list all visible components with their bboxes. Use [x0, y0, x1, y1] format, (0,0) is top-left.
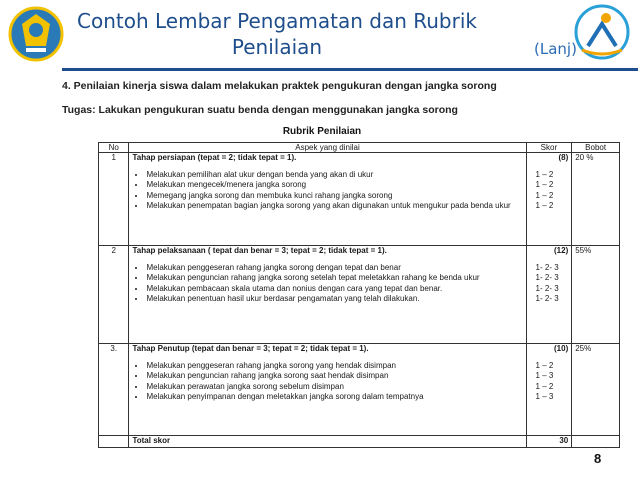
score-range: 1 – 2 — [535, 180, 554, 189]
criterion-item: • Melakukan penguncian rahang jangka sorong saat hendak disimpan — [146, 371, 522, 382]
scanned-document — [62, 78, 607, 448]
header-divider — [62, 68, 638, 71]
total-label: Total skor — [129, 436, 526, 448]
task-instruction: Tugas: Lakukan pengukuran suatu benda dengan menggunakan jangka sorong — [62, 104, 458, 116]
column-header-skor: Skor — [526, 143, 572, 153]
score-range: 1 – 2 — [535, 169, 554, 179]
table-row — [99, 153, 620, 246]
score-range: 1 – 2 — [535, 190, 554, 200]
row-number: 3. — [99, 344, 129, 436]
score-ranges — [530, 170, 569, 212]
aspect-cell — [129, 344, 526, 436]
stage-title: Tahap Penutup (tepat dan benar = 3; tepat = 2; tidak tepat = 1). — [132, 344, 369, 353]
weight-cell: 25% — [572, 344, 620, 436]
stage-max-score: (8) — [558, 153, 569, 162]
score-cell — [526, 344, 572, 436]
stage-title: Tahap pelaksanaan ( tepat dan benar = 3; tepat = 2; tidak tepat = 1). — [132, 246, 387, 255]
criterion-item: • Melakukan pembacaan skala utama dan nonius dengan cara yang tepat dan benar. — [146, 284, 522, 295]
criteria-list — [132, 361, 522, 403]
column-header-aspek: Aspek yang dinilai — [129, 143, 526, 153]
score-range: 1 – 3 — [535, 371, 554, 380]
weight-cell: 55% — [572, 246, 620, 344]
total-row — [99, 436, 620, 448]
rubric-table — [98, 142, 620, 448]
criterion-item: • Melakukan penggeseran rahang jangka sorong dengan tepat dan benar — [146, 263, 522, 274]
score-range: 1- 2- 3 — [535, 294, 559, 303]
score-range: 1 – 2 — [535, 360, 554, 370]
score-range: 1- 2- 3 — [535, 273, 559, 282]
criterion-item: • Melakukan penentuan hasil ukur berdasar pengamatan yang telah dilakukan. — [146, 294, 522, 305]
table-row — [99, 246, 620, 344]
stage-max-score: (10) — [554, 344, 569, 353]
column-header-bobot: Bobot — [572, 143, 620, 153]
page-title: Contoh Lembar Pengamatan dan Rubrik Penilaian — [77, 9, 477, 59]
score-cell — [526, 246, 572, 344]
score-range: 1- 2- 3 — [535, 283, 559, 293]
table-header-row — [99, 143, 620, 153]
tut-wuri-handayani-logo — [8, 6, 64, 62]
score-range: 1 – 3 — [535, 392, 554, 401]
continuation-label: (Lanj) — [534, 40, 577, 58]
page-number: 8 — [594, 451, 602, 466]
aspect-cell — [129, 246, 526, 344]
criterion-item: • Melakukan penggeseran rahang jangka sorong yang hendak disimpan — [146, 361, 522, 372]
criterion-item: • Melakukan penyimpanan dengan meletakkan jangka sorong dalam tempatnya — [146, 392, 522, 403]
criterion-item: • Melakukan mengecek/menera jangka sorong — [146, 180, 522, 191]
weight-cell: 20 % — [572, 153, 620, 246]
score-ranges — [530, 361, 569, 403]
criterion-item: • Memegang jangka sorong dan membuka kunci rahang jangka sorong — [146, 191, 522, 202]
kurikulum-2013-logo — [572, 2, 632, 64]
aspect-cell — [129, 153, 526, 246]
score-cell — [526, 153, 572, 246]
document-heading: 4. Penilaian kinerja siswa dalam melakukan praktek pengukuran dengan jangka sorong — [62, 80, 497, 92]
rubric-title: Rubrik Penilaian — [282, 126, 362, 137]
criterion-item: • Melakukan pemilihan alat ukur dengan benda yang akan di ukur — [146, 170, 522, 181]
table-row — [99, 344, 620, 436]
stage-max-score: (12) — [554, 246, 569, 255]
criterion-item: • Melakukan penempatan bagian jangka sorong yang akan digunakan untuk mengukur pada benda ukur — [146, 201, 522, 212]
criteria-list — [132, 263, 522, 305]
total-score: 30 — [526, 436, 572, 448]
criterion-item: • Melakukan penguncian rahang jangka sorong setelah tepat meletakkan rahang ke benda ukur — [146, 273, 522, 284]
score-range: 1- 2- 3 — [535, 262, 559, 272]
score-ranges — [530, 263, 569, 305]
criterion-item: • Melakukan perawatan jangka sorong sebelum disimpan — [146, 382, 522, 393]
row-number: 2 — [99, 246, 129, 344]
criteria-list — [132, 170, 522, 212]
column-header-no: No — [99, 143, 129, 153]
score-range: 1 – 2 — [535, 381, 554, 391]
stage-title: Tahap persiapan (tepat = 2; tidak tepat = 1). — [132, 153, 297, 162]
row-number: 1 — [99, 153, 129, 246]
score-range: 1 – 2 — [535, 201, 554, 210]
